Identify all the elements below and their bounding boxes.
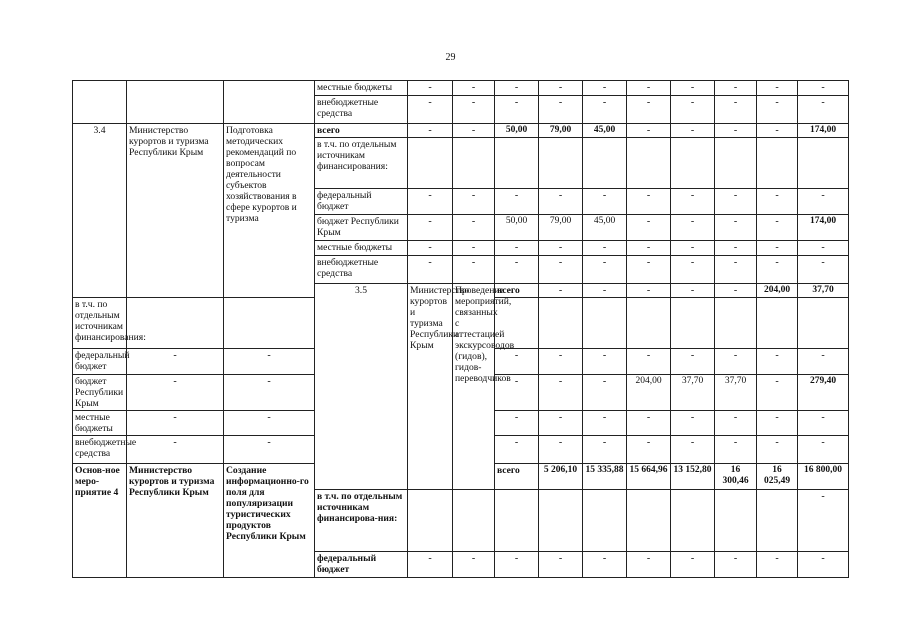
- value-cell: [539, 138, 583, 189]
- value-cell: -: [757, 189, 798, 215]
- activity-cell: Проведение мероприятий, связанных с аттестацией экскурсоводов (гидов), гидов-переводчиков: [453, 284, 495, 490]
- source-cell: внебюджетные средства: [315, 96, 408, 124]
- value-cell: -: [453, 189, 495, 215]
- value-cell: [583, 490, 627, 552]
- value-cell: -: [671, 241, 715, 256]
- value-cell: -: [627, 96, 671, 124]
- value-cell: -: [453, 241, 495, 256]
- value-cell: -: [408, 241, 453, 256]
- value-cell: -: [627, 256, 671, 284]
- value-cell: -: [408, 81, 453, 96]
- value-cell: -: [671, 189, 715, 215]
- value-cell: -: [408, 96, 453, 124]
- value-cell: -: [408, 552, 453, 578]
- value-cell: -: [715, 241, 757, 256]
- value-cell: -: [627, 436, 671, 464]
- value-cell: -: [539, 375, 583, 411]
- value-cell: 16 800,00: [798, 464, 849, 490]
- value-cell: 15 664,96: [627, 464, 671, 490]
- value-cell: -: [627, 349, 671, 375]
- value-cell: [495, 490, 539, 552]
- source-cell: в т.ч. по отдельным источникам финансирования:: [73, 298, 127, 349]
- responsible-cell: Министерство курортов и туризма Республики Крым: [408, 284, 453, 490]
- value-cell: -: [583, 411, 627, 436]
- value-cell: -: [627, 241, 671, 256]
- value-cell: -: [715, 552, 757, 578]
- source-cell: федеральный бюджет: [73, 349, 127, 375]
- value-cell: -: [757, 96, 798, 124]
- value-cell: -: [798, 411, 849, 436]
- value-cell: 204,00: [627, 375, 671, 411]
- value-cell: -: [539, 96, 583, 124]
- value-cell: -: [627, 552, 671, 578]
- value-cell: -: [583, 81, 627, 96]
- value-cell: [671, 138, 715, 189]
- value-cell: 45,00: [583, 124, 627, 138]
- value-cell: -: [224, 349, 315, 375]
- value-cell: -: [453, 81, 495, 96]
- value-cell: 16 025,49: [757, 464, 798, 490]
- value-cell: -: [757, 349, 798, 375]
- value-cell: -: [583, 189, 627, 215]
- value-cell: -: [715, 124, 757, 138]
- source-cell: бюджет Республики Крым: [315, 215, 408, 241]
- value-cell: -: [453, 215, 495, 241]
- value-cell: [627, 138, 671, 189]
- value-cell: -: [627, 411, 671, 436]
- value-cell: -: [715, 81, 757, 96]
- value-cell: -: [627, 284, 671, 298]
- value-cell: 50,00: [495, 215, 539, 241]
- value-cell: -: [539, 189, 583, 215]
- page-number: 29: [445, 52, 456, 63]
- value-cell: -: [757, 256, 798, 284]
- value-cell: -: [453, 96, 495, 124]
- value-cell: -: [224, 436, 315, 464]
- value-cell: -: [671, 436, 715, 464]
- value-cell: -: [539, 284, 583, 298]
- value-cell: -: [583, 375, 627, 411]
- value-cell: -: [671, 411, 715, 436]
- value-cell: [453, 490, 495, 552]
- value-cell: -: [408, 124, 453, 138]
- value-cell: -: [583, 436, 627, 464]
- value-cell: -: [757, 215, 798, 241]
- value-cell: -: [583, 552, 627, 578]
- value-cell: 174,00: [798, 124, 849, 138]
- source-cell: в т.ч. по отдельным источникам финансирова-ния:: [315, 490, 408, 552]
- value-cell: 37,70: [798, 284, 849, 298]
- value-cell: -: [224, 375, 315, 411]
- value-cell: [495, 138, 539, 189]
- value-cell: -: [583, 284, 627, 298]
- source-cell: всего: [495, 464, 539, 490]
- value-cell: [224, 298, 315, 349]
- table-body: [73, 81, 849, 578]
- responsible-cell: [127, 81, 224, 124]
- value-cell: -: [539, 256, 583, 284]
- value-cell: -: [408, 189, 453, 215]
- source-cell: в т.ч. по отдельным источникам финансирования:: [315, 138, 408, 189]
- value-cell: -: [715, 349, 757, 375]
- value-cell: -: [671, 124, 715, 138]
- value-cell: -: [495, 411, 539, 436]
- value-cell: -: [715, 215, 757, 241]
- table-row: [73, 81, 849, 96]
- value-cell: -: [798, 256, 849, 284]
- value-cell: [583, 298, 627, 349]
- value-cell: [408, 490, 453, 552]
- value-cell: -: [671, 552, 715, 578]
- value-cell: -: [495, 96, 539, 124]
- source-cell: федеральный бюджет: [315, 552, 408, 578]
- value-cell: [627, 298, 671, 349]
- value-cell: -: [715, 96, 757, 124]
- value-cell: -: [627, 124, 671, 138]
- value-cell: [715, 138, 757, 189]
- value-cell: -: [453, 124, 495, 138]
- value-cell: [453, 138, 495, 189]
- value-cell: [539, 490, 583, 552]
- value-cell: -: [715, 436, 757, 464]
- value-cell: -: [715, 411, 757, 436]
- value-cell: -: [539, 349, 583, 375]
- source-cell: внебюджетные средства: [315, 256, 408, 284]
- value-cell: 174,00: [798, 215, 849, 241]
- value-cell: -: [127, 436, 224, 464]
- source-cell: бюджет Республики Крым: [73, 375, 127, 411]
- code-cell: Основ-ное меро-приятие 4: [73, 464, 127, 578]
- value-cell: -: [583, 241, 627, 256]
- value-cell: -: [757, 81, 798, 96]
- value-cell: -: [757, 411, 798, 436]
- value-cell: -: [757, 241, 798, 256]
- source-cell: всего: [495, 284, 539, 298]
- value-cell: 37,70: [671, 375, 715, 411]
- value-cell: -: [798, 436, 849, 464]
- value-cell: -: [671, 256, 715, 284]
- source-cell: местные бюджеты: [315, 81, 408, 96]
- value-cell: -: [583, 256, 627, 284]
- value-cell: [798, 138, 849, 189]
- value-cell: -: [127, 411, 224, 436]
- value-cell: -: [495, 81, 539, 96]
- source-cell: федеральный бюджет: [315, 189, 408, 215]
- value-cell: -: [539, 411, 583, 436]
- value-cell: -: [408, 215, 453, 241]
- activity-cell: Подготовка методических рекомендаций по вопросам деятельности субъектов хозяйствования в сфере курортов и туризма: [224, 124, 315, 298]
- value-cell: [408, 138, 453, 189]
- value-cell: -: [627, 189, 671, 215]
- value-cell: -: [671, 284, 715, 298]
- code-cell: [73, 81, 127, 124]
- value-cell: [539, 298, 583, 349]
- value-cell: 50,00: [495, 124, 539, 138]
- value-cell: -: [495, 552, 539, 578]
- value-cell: 15 335,88: [583, 464, 627, 490]
- value-cell: -: [798, 552, 849, 578]
- value-cell: -: [671, 96, 715, 124]
- value-cell: 13 152,80: [671, 464, 715, 490]
- responsible-cell: Министерство курортов и туризма Республики Крым: [127, 464, 224, 578]
- value-cell: -: [495, 436, 539, 464]
- value-cell: [671, 298, 715, 349]
- source-cell: всего: [315, 124, 408, 138]
- value-cell: -: [715, 189, 757, 215]
- value-cell: -: [583, 96, 627, 124]
- value-cell: 279,40: [798, 375, 849, 411]
- value-cell: -: [798, 96, 849, 124]
- source-cell: местные бюджеты: [315, 241, 408, 256]
- value-cell: -: [408, 256, 453, 284]
- source-cell: местные бюджеты: [73, 411, 127, 436]
- value-cell: 5 206,10: [539, 464, 583, 490]
- source-cell: внебюджетные средства: [73, 436, 127, 464]
- value-cell: -: [798, 189, 849, 215]
- value-cell: -: [127, 349, 224, 375]
- table-row: [73, 124, 849, 138]
- value-cell: -: [495, 256, 539, 284]
- value-cell: 79,00: [539, 215, 583, 241]
- value-cell: -: [495, 349, 539, 375]
- value-cell: -: [495, 189, 539, 215]
- value-cell: 37,70: [715, 375, 757, 411]
- value-cell: -: [539, 436, 583, 464]
- code-cell: 3.5: [315, 284, 408, 490]
- activity-cell: Создание информационно-го поля для популяризации туристических продуктов Республики Крым: [224, 464, 315, 578]
- value-cell: [757, 490, 798, 552]
- value-cell: -: [539, 241, 583, 256]
- value-cell: -: [583, 349, 627, 375]
- value-cell: -: [671, 81, 715, 96]
- activity-cell: [224, 81, 315, 124]
- value-cell: -: [798, 81, 849, 96]
- value-cell: -: [627, 81, 671, 96]
- value-cell: [715, 490, 757, 552]
- value-cell: -: [671, 349, 715, 375]
- value-cell: -: [453, 256, 495, 284]
- value-cell: 204,00: [757, 284, 798, 298]
- value-cell: [757, 138, 798, 189]
- budget-table: [72, 80, 849, 578]
- value-cell: 79,00: [539, 124, 583, 138]
- value-cell: [757, 298, 798, 349]
- value-cell: -: [715, 284, 757, 298]
- value-cell: -: [539, 81, 583, 96]
- value-cell: -: [671, 215, 715, 241]
- value-cell: -: [757, 375, 798, 411]
- responsible-cell: Министерство курортов и туризма Республики Крым: [127, 124, 224, 298]
- value-cell: -: [495, 375, 539, 411]
- value-cell: -: [627, 215, 671, 241]
- value-cell: 16 300,46: [715, 464, 757, 490]
- value-cell: [798, 298, 849, 349]
- value-cell: [715, 298, 757, 349]
- value-cell: -: [798, 490, 849, 552]
- value-cell: -: [715, 256, 757, 284]
- value-cell: -: [757, 436, 798, 464]
- value-cell: -: [798, 349, 849, 375]
- value-cell: -: [798, 241, 849, 256]
- value-cell: [583, 138, 627, 189]
- value-cell: -: [757, 124, 798, 138]
- value-cell: -: [224, 411, 315, 436]
- value-cell: [627, 490, 671, 552]
- code-cell: 3.4: [73, 124, 127, 298]
- value-cell: -: [495, 241, 539, 256]
- value-cell: [671, 490, 715, 552]
- value-cell: -: [757, 552, 798, 578]
- value-cell: -: [453, 552, 495, 578]
- value-cell: 45,00: [583, 215, 627, 241]
- value-cell: -: [127, 375, 224, 411]
- value-cell: -: [539, 552, 583, 578]
